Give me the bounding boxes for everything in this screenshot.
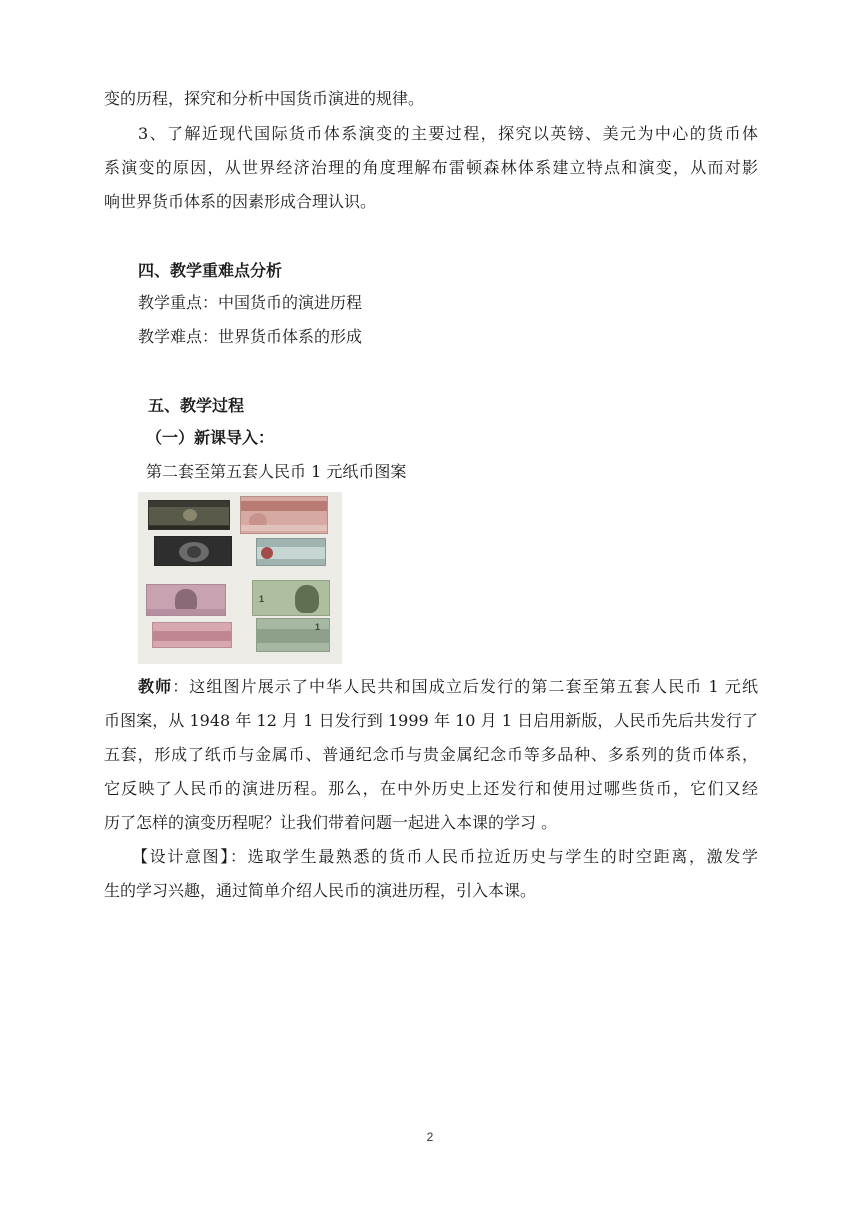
teacher-line5: 历了怎样的演变历程呢？让我们带着问题一起进入本课的学习 。 — [104, 813, 558, 832]
intro-continuation: 变的历程，探究和分析中国货币演进的规律。 — [104, 89, 425, 108]
banknote-image — [152, 622, 232, 648]
banknote-image — [256, 538, 326, 566]
banknote-image: 1 — [256, 618, 330, 652]
section5-subheading: （一）新课导入： — [146, 428, 275, 447]
difficult-point: 教学难点：世界货币体系的形成 — [138, 327, 363, 346]
teacher-label: 教师 — [138, 677, 173, 696]
teacher-line1-text: ：这组图片展示了中华人民共和国成立后发行的第二套至第五套人民币 1 元纸 — [172, 677, 758, 696]
teacher-line3: 五套，形成了纸币与金属币、普通纪念币与贵金属纪念币等多品种、多系列的货币体系， — [104, 745, 758, 764]
section4-heading: 四、教学重难点分析 — [138, 261, 283, 280]
point3-line3: 响世界货币体系的因素形成合理认识。 — [104, 192, 377, 211]
page-number: 2 — [426, 1130, 434, 1144]
banknote-figure — [138, 492, 342, 664]
point3-line2: 系演变的原因，从世界经济治理的角度理解布雷顿森林体系建立特点和演变，从而对影 — [104, 158, 758, 177]
design-intent-line2: 生的学习兴趣，通过简单介绍人民币的演进历程，引入本课。 — [104, 881, 537, 900]
point3-line1: 3、了解近现代国际货币体系演变的主要过程，探究以英镑、美元为中心的货币体 — [138, 124, 758, 143]
banknote-image — [148, 500, 230, 530]
design-intent-label: 【设计意图】 — [132, 847, 230, 866]
key-point: 教学重点：中国货币的演进历程 — [138, 293, 363, 312]
teacher-line4: 它反映了人民币的演进历程。那么，在中外历史上还发行和使用过哪些货币，它们又经 — [104, 779, 758, 798]
banknote-image: 1 — [252, 580, 330, 616]
banknote-image — [146, 584, 226, 616]
banknote-image — [240, 496, 328, 534]
teacher-line2: 币图案，从 1948 年 12 月 1 日发行到 1999 年 10 月 1 日启用新版，人民币先后共发行了 — [104, 711, 758, 730]
banknote-image — [154, 536, 232, 566]
figure-caption: 第二套至第五套人民币 1 元纸币图案 — [146, 462, 407, 481]
section5-heading: 五、教学过程 — [148, 396, 245, 415]
teacher-line1 — [138, 677, 758, 697]
design-intent-line1 — [132, 847, 758, 867]
design-intent-line1-text: ：选取学生最熟悉的货币人民币拉近历史与学生的时空距离，激发学 — [229, 847, 758, 866]
